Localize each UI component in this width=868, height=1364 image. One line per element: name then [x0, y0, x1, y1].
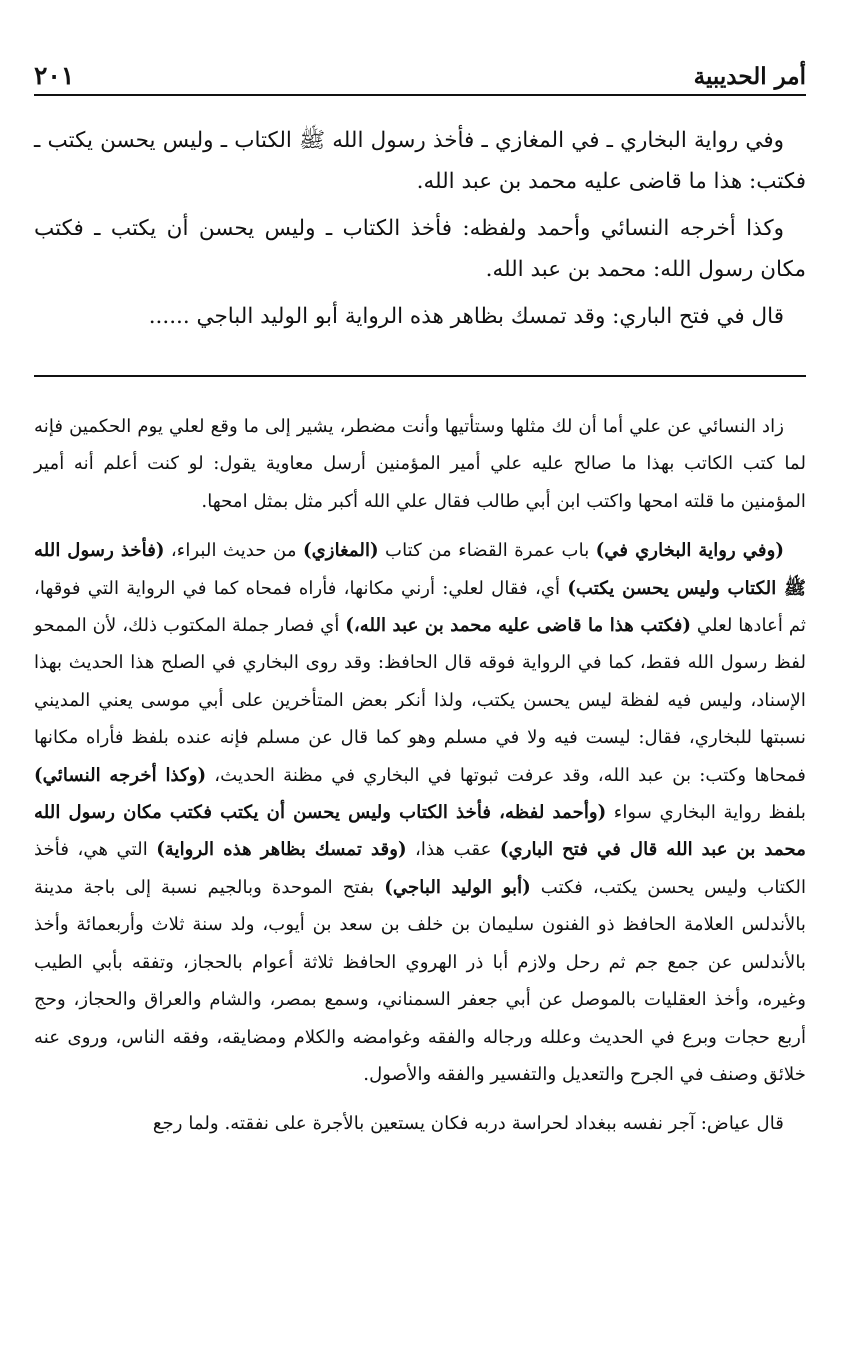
- bold-quote: (فأخذ رسول الله ﷺ الكتاب وليس يحسن يكتب): [34, 540, 806, 599]
- main-paragraph: وفي رواية البخاري ـ في المغازي ـ فأخذ رسول الله ﷺ الكتاب ـ وليس يحسن يكتب ـ فكتب: هذا ما قاضى عليه محمد بن عبد الله.: [34, 128, 806, 194]
- footnote-separator: [34, 375, 806, 377]
- bold-quote: (المغازي): [302, 540, 379, 562]
- bold-quote: (وكذا أخرجه النسائي): [34, 764, 207, 786]
- commentary-paragraph: قال عياض: آجر نفسه ببغداد لحراسة دربه فكان يستعين بالأجرة على نفقته. ولما رجع: [152, 1113, 784, 1135]
- commentary-span: أي فصار جملة المكتوب ذلك، لأن الممحو لفظ رسول الله فقط، كما في الرواية فوقه قال الحافظ: وقد روى البخاري في الصلح هذا الحديث بهذا الإسناد، وليس فيه لفظة ليس يحسن يكتب، ولذا أنكر بعض المتأخرين على أبي موسى يعني المديني نسبتها للبخاري، فقال: ليست فيه ولا في مسلم وهو كما قال عن مسلم فإنه عنده بلفظ فأراه مكانها فمحاها وكتب: بن عبد الله، وقد عرفت ثبوتها في البخاري في مظنة الحديث،: [34, 615, 807, 786]
- commentary-text: [34, 408, 806, 1155]
- commentary-span: بلفظ رواية البخاري سواء: [606, 802, 806, 824]
- commentary-span: باب عمرة القضاء من كتاب: [378, 540, 596, 562]
- page-title: أمر الحديبية: [693, 63, 806, 90]
- main-text: [34, 120, 806, 343]
- commentary-span: التي هي، فأخذ الكتاب وليس يحسن يكتب، فكتب: [34, 839, 806, 898]
- header-rule: [34, 94, 806, 96]
- bold-quote: (فكتب هذا ما قاضى عليه محمد بن عبد الله،): [345, 615, 692, 637]
- page-header: [34, 50, 806, 90]
- main-paragraph: قال في فتح الباري: وقد تمسك بظاهر هذه الرواية أبو الوليد الباجي ......: [148, 304, 784, 329]
- commentary-span: أي، فقال لعلي: أرني مكانها، فأراه فمحاه كما في الرواية التي فوقها، ثم أعادها لعلي: [34, 577, 806, 637]
- bold-quote: (أبو الوليد الباجي): [384, 876, 531, 898]
- commentary-span: عقب هذا،: [406, 839, 500, 861]
- commentary-paragraph: زاد النسائي عن علي أما أن لك مثلها وستأتيها وأنت مضطر، يشير إلى ما وقع لعلي يوم الحكمين فإنه لما كتب الكاتب بهذا ما صالح عليه علي أمير المؤمنين أرسل معاوية يقول: لو كنت أعلم أنه أمير المؤمنين ما قلته امحها واكتب ابن أبي طالب فقال علي الله أكبر مثل بمثل امحها.: [34, 416, 806, 512]
- page-number: ٢٠١: [34, 61, 75, 90]
- commentary-span: بفتح الموحدة وبالجيم نسبة إلى باجة مدينة بالأندلس العلامة الحافظ ذو الفنون سليمان بن خلف بن سعد بن أيوب، ولد سنة ثلاث وأربعمائة وأخذ بالأندلس عن جمع جم ثم رحل ولازم أبا ذر الهروي الحافظ ثلاثة أعوام بالحجاز، وتفقه بأبي الطيب وغيره، وأخذ العقليات بالموصل عن أبي جعفر السمناني، وسمع بمصر، والشام والعراق والحجاز، وحج أربع حجات وبرع في الحديث وعلله ورجاله والفقه وغوامضه والكلام ومضايقه، وفقه الناس، وروى عنه خلائق وصنف في الجرح والتعديل والتفسير والفقه والأصول.: [34, 876, 806, 1085]
- commentary-paragraph: [34, 532, 806, 1093]
- bold-quote: (وقد تمسك بظاهر هذه الرواية): [156, 839, 407, 861]
- bold-quote: (وفي رواية البخاري في): [595, 540, 785, 562]
- bold-quote: (وأحمد لفظه، فأخذ الكتاب وليس يحسن أن يكتب فكتب مكان رسول الله محمد بن عبد الله قال في فتح الباري): [34, 802, 806, 861]
- main-paragraph: وكذا أخرجه النسائي وأحمد ولفظه: فأخذ الكتاب ـ وليس يحسن أن يكتب ـ فكتب مكان رسول الله: محمد بن عبد الله.: [34, 216, 806, 282]
- commentary-span: من حديث البراء،: [164, 540, 303, 562]
